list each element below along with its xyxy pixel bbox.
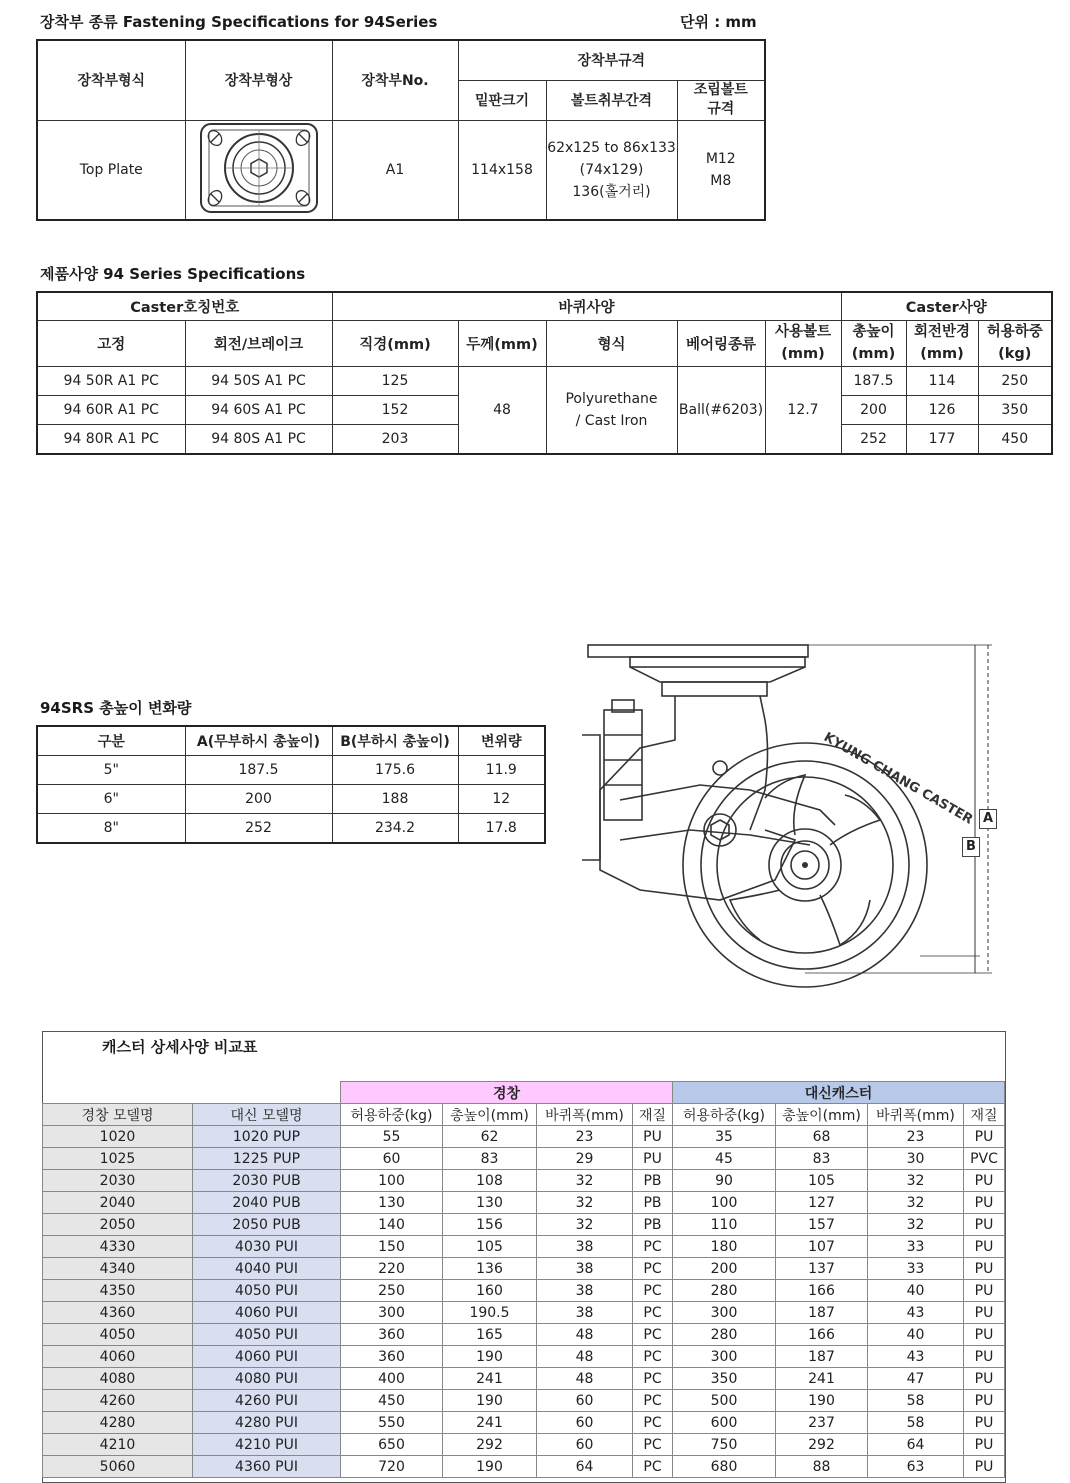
- cell: 4210: [43, 1434, 193, 1456]
- section1-title: 장착부 종류 Fastening Specifications for 94Series: [40, 13, 438, 31]
- cell: 38: [537, 1280, 633, 1302]
- cell-height: 187.5: [841, 366, 906, 395]
- dim-label-b: B: [962, 837, 980, 857]
- cell: 234.2: [332, 814, 458, 844]
- cell: 43: [868, 1302, 964, 1324]
- cell: 360: [341, 1324, 443, 1346]
- cell-bolt: 12.7: [765, 366, 841, 454]
- cell: 241: [443, 1368, 537, 1390]
- cell: 4210 PUI: [193, 1434, 341, 1456]
- cell: 280: [673, 1280, 776, 1302]
- group-ds: 대신캐스터: [673, 1082, 1005, 1104]
- cell: 400: [341, 1368, 443, 1390]
- cell: 500: [673, 1390, 776, 1412]
- cell: 187.5: [185, 756, 332, 785]
- cell: 48: [537, 1368, 633, 1390]
- cell: 360: [341, 1346, 443, 1368]
- dim-label-a: A: [979, 809, 997, 829]
- cell: 60: [537, 1412, 633, 1434]
- cell: 1025: [43, 1148, 193, 1170]
- cell: PU: [964, 1280, 1005, 1302]
- cell: 45: [673, 1148, 776, 1170]
- cell: PU: [964, 1236, 1005, 1258]
- table-row: [43, 1412, 1005, 1434]
- th-width: 두께(mm): [458, 320, 546, 366]
- th-ds-width: 바퀴폭(mm): [868, 1104, 964, 1126]
- cell: 220: [341, 1258, 443, 1280]
- cell-hole: [546, 120, 677, 220]
- th-type: 장착부형식: [37, 40, 185, 120]
- cell: 1225 PUP: [193, 1148, 341, 1170]
- cell: 292: [443, 1434, 537, 1456]
- bolt-line-2: M8: [710, 172, 732, 189]
- section4-title: 캐스터 상세사양 비교표: [102, 1038, 258, 1056]
- cell-fixed: 94 80R A1 PC: [37, 424, 185, 454]
- cell: 130: [341, 1192, 443, 1214]
- cell-bearing: Ball(#6203): [677, 366, 765, 454]
- cell: 300: [341, 1302, 443, 1324]
- th-wheel: 바퀴사양: [332, 292, 841, 320]
- cell: PU: [964, 1390, 1005, 1412]
- cell: 300: [673, 1302, 776, 1324]
- th-a: A(무부하시 총높이): [185, 726, 332, 756]
- cell-radius: 126: [906, 395, 978, 424]
- th-shape: 장착부형상: [185, 40, 332, 120]
- th-bolt-l1: 사용볼트: [775, 324, 832, 340]
- cell: 32: [537, 1214, 633, 1236]
- cell: 4030 PUI: [193, 1236, 341, 1258]
- cell: PB: [633, 1214, 673, 1236]
- th-b: B(부하시 총높이): [332, 726, 458, 756]
- cell: 180: [673, 1236, 776, 1258]
- th-load-l2: (kg): [998, 346, 1032, 362]
- cell-swivel: 94 50S A1 PC: [185, 366, 332, 395]
- th-kc-mat: 재질: [633, 1104, 673, 1126]
- cell-dia: 125: [332, 366, 458, 395]
- cell-shape: [185, 120, 332, 220]
- cell: 156: [443, 1214, 537, 1236]
- th-kind: 구분: [37, 726, 185, 756]
- cell: 650: [341, 1434, 443, 1456]
- cell: 600: [673, 1412, 776, 1434]
- cell: 1020 PUP: [193, 1126, 341, 1148]
- cell-swivel: 94 80S A1 PC: [185, 424, 332, 454]
- cell: 2050 PUB: [193, 1214, 341, 1236]
- cell: PC: [633, 1236, 673, 1258]
- cell: 105: [776, 1170, 868, 1192]
- comparison-body: [43, 1126, 1005, 1478]
- cell: 60: [537, 1390, 633, 1412]
- cell: 200: [185, 785, 332, 814]
- cell: 64: [537, 1456, 633, 1478]
- cell: 40: [868, 1280, 964, 1302]
- cell: 64: [868, 1434, 964, 1456]
- cell: PU: [964, 1434, 1005, 1456]
- table-row: [43, 1214, 1005, 1236]
- th-kc-height: 총높이(mm): [443, 1104, 537, 1126]
- cell-bolt: [677, 120, 765, 220]
- cell: 175.6: [332, 756, 458, 785]
- cell: 157: [776, 1214, 868, 1236]
- cell: 6": [37, 785, 185, 814]
- cell: 680: [673, 1456, 776, 1478]
- cell: 33: [868, 1236, 964, 1258]
- cell: PC: [633, 1434, 673, 1456]
- cell: PC: [633, 1456, 673, 1478]
- cell-width: 48: [458, 366, 546, 454]
- cell: 4050 PUI: [193, 1280, 341, 1302]
- cell: 165: [443, 1324, 537, 1346]
- th-load-l1: 허용하중: [986, 324, 1043, 340]
- table-row: [43, 1302, 1005, 1324]
- cell: 83: [443, 1148, 537, 1170]
- cell: 4350: [43, 1280, 193, 1302]
- th-swivel: 회전/브레이크: [185, 320, 332, 366]
- cell: 200: [673, 1258, 776, 1280]
- cell: 190: [443, 1456, 537, 1478]
- cell: PU: [964, 1170, 1005, 1192]
- cell: 166: [776, 1324, 868, 1346]
- th-load: [978, 320, 1052, 366]
- cell-fixed: 94 60R A1 PC: [37, 395, 185, 424]
- th-bolt: [765, 320, 841, 366]
- cell: 4330: [43, 1236, 193, 1258]
- cell: 4040 PUI: [193, 1258, 341, 1280]
- cell: 5": [37, 756, 185, 785]
- cell: 2040 PUB: [193, 1192, 341, 1214]
- table-row: [43, 1170, 1005, 1192]
- cell: 136: [443, 1258, 537, 1280]
- cell: 29: [537, 1148, 633, 1170]
- th-ds-load: 허용하중(kg): [673, 1104, 776, 1126]
- th-fixed: 고정: [37, 320, 185, 366]
- cell: 35: [673, 1126, 776, 1148]
- cell: 33: [868, 1258, 964, 1280]
- th-height-l2: (mm): [851, 346, 896, 362]
- th-ds-height: 총높이(mm): [776, 1104, 868, 1126]
- hole-line-3: 136(홀거리): [572, 183, 651, 200]
- cell: 55: [341, 1126, 443, 1148]
- cell: PC: [633, 1368, 673, 1390]
- table-row: [43, 1280, 1005, 1302]
- cell: 38: [537, 1236, 633, 1258]
- cell: PC: [633, 1412, 673, 1434]
- th-spec: 장착부규격: [458, 40, 765, 80]
- cell: PU: [964, 1258, 1005, 1280]
- cell: 150: [341, 1236, 443, 1258]
- cell: PB: [633, 1170, 673, 1192]
- cell: PC: [633, 1324, 673, 1346]
- cell: 32: [868, 1170, 964, 1192]
- table-row: [43, 1258, 1005, 1280]
- cell: 12: [458, 785, 545, 814]
- cell: 241: [776, 1368, 868, 1390]
- table-row: [43, 1346, 1005, 1368]
- th-delta: 변위량: [458, 726, 545, 756]
- th-caster: Caster사양: [841, 292, 1052, 320]
- cell: PC: [633, 1302, 673, 1324]
- cell: 38: [537, 1258, 633, 1280]
- cell: PC: [633, 1390, 673, 1412]
- cell: PC: [633, 1280, 673, 1302]
- cell: 130: [443, 1192, 537, 1214]
- cell-height: 252: [841, 424, 906, 454]
- th-caster-no: Caster호칭번호: [37, 292, 332, 320]
- cell-load: 450: [978, 424, 1052, 454]
- th-ds-model: 대신 모델명: [193, 1104, 341, 1126]
- th-hole: 볼트취부간격: [546, 80, 677, 120]
- cell: 8": [37, 814, 185, 844]
- cell: 190: [443, 1390, 537, 1412]
- section3-title: 94SRS 총높이 변화량: [40, 699, 192, 717]
- cell: 292: [776, 1434, 868, 1456]
- cell: PU: [633, 1126, 673, 1148]
- cell: 60: [341, 1148, 443, 1170]
- cell: 187: [776, 1346, 868, 1368]
- table-row: [43, 1390, 1005, 1412]
- cell: 4050 PUI: [193, 1324, 341, 1346]
- caster-diagram: [580, 640, 1010, 994]
- cell: PVC: [964, 1148, 1005, 1170]
- unit-label: 단위 : mm: [680, 13, 757, 31]
- cell: PB: [633, 1192, 673, 1214]
- cell: 4060 PUI: [193, 1302, 341, 1324]
- th-bolt-text: 조립볼트 규격: [693, 82, 748, 117]
- cell: 4360: [43, 1302, 193, 1324]
- cell: 190: [443, 1346, 537, 1368]
- table-row: [43, 1192, 1005, 1214]
- cell: PC: [633, 1258, 673, 1280]
- cell: 300: [673, 1346, 776, 1368]
- th-no: 장착부No.: [332, 40, 458, 120]
- section2-title: 제품사양 94 Series Specifications: [40, 265, 306, 283]
- blank-head: [43, 1082, 341, 1104]
- th-kc-width: 바퀴폭(mm): [537, 1104, 633, 1126]
- cell-wheel-type: [546, 366, 677, 454]
- cell: PU: [964, 1126, 1005, 1148]
- cell-radius: 114: [906, 366, 978, 395]
- cell: 280: [673, 1324, 776, 1346]
- cell: PU: [964, 1346, 1005, 1368]
- caster-drawing: [580, 640, 1010, 990]
- th-bolt-l2: (mm): [781, 346, 825, 362]
- cell: 137: [776, 1258, 868, 1280]
- table-row: [37, 756, 545, 785]
- cell: 720: [341, 1456, 443, 1478]
- wheel-type-l2: / Cast Iron: [575, 412, 648, 429]
- cell: 4280: [43, 1412, 193, 1434]
- cell: 88: [776, 1456, 868, 1478]
- cell: 47: [868, 1368, 964, 1390]
- cell-no: A1: [332, 120, 458, 220]
- cell: 48: [537, 1346, 633, 1368]
- cell: 58: [868, 1412, 964, 1434]
- cell: 1020: [43, 1126, 193, 1148]
- cell-dia: 152: [332, 395, 458, 424]
- table-row: [43, 1368, 1005, 1390]
- th-radius: [906, 320, 978, 366]
- cell: 4050: [43, 1324, 193, 1346]
- cell: 2050: [43, 1214, 193, 1236]
- hole-line-2: (74x129): [579, 161, 644, 178]
- hole-line-1: 62x125 to 86x133: [547, 139, 676, 156]
- cell: 32: [537, 1192, 633, 1214]
- cell: 190.5: [443, 1302, 537, 1324]
- cell: 450: [341, 1390, 443, 1412]
- cell: PU: [633, 1148, 673, 1170]
- cell: 58: [868, 1390, 964, 1412]
- cell: 4060: [43, 1346, 193, 1368]
- cell: 4280 PUI: [193, 1412, 341, 1434]
- th-kc-model: 경창 모델명: [43, 1104, 193, 1126]
- table-row: [43, 1126, 1005, 1148]
- cell: 32: [868, 1192, 964, 1214]
- cell: 11.9: [458, 756, 545, 785]
- cell: 187: [776, 1302, 868, 1324]
- th-height: [841, 320, 906, 366]
- cell: 90: [673, 1170, 776, 1192]
- top-plate-icon: [199, 122, 319, 214]
- cell-load: 250: [978, 366, 1052, 395]
- cell: 2040: [43, 1192, 193, 1214]
- cell: 4260: [43, 1390, 193, 1412]
- th-bearing: 베어링종류: [677, 320, 765, 366]
- cell-height: 200: [841, 395, 906, 424]
- cell: 43: [868, 1346, 964, 1368]
- cell: PU: [964, 1324, 1005, 1346]
- cell: 62: [443, 1126, 537, 1148]
- th-dia: 직경(mm): [332, 320, 458, 366]
- cell-load: 350: [978, 395, 1052, 424]
- th-bolt: [677, 80, 765, 120]
- cell: 40: [868, 1324, 964, 1346]
- cell: 48: [537, 1324, 633, 1346]
- cell-type: Top Plate: [37, 120, 185, 220]
- series-spec-table: [36, 291, 1053, 455]
- cell: 100: [673, 1192, 776, 1214]
- cell: PU: [964, 1368, 1005, 1390]
- cell: 241: [443, 1412, 537, 1434]
- cell: PU: [964, 1302, 1005, 1324]
- cell: 2030: [43, 1170, 193, 1192]
- table-row: [37, 814, 545, 844]
- cell: 38: [537, 1302, 633, 1324]
- cell: PU: [964, 1412, 1005, 1434]
- cell: 2030 PUB: [193, 1170, 341, 1192]
- cell-fixed: 94 50R A1 PC: [37, 366, 185, 395]
- cell: 550: [341, 1412, 443, 1434]
- cell: 4260 PUI: [193, 1390, 341, 1412]
- cell: PU: [964, 1456, 1005, 1478]
- table-row: [43, 1148, 1005, 1170]
- cell: 237: [776, 1412, 868, 1434]
- cell-plate: 114x158: [458, 120, 546, 220]
- th-plate: 밑판크기: [458, 80, 546, 120]
- cell: 107: [776, 1236, 868, 1258]
- cell: 140: [341, 1214, 443, 1236]
- cell: 32: [868, 1214, 964, 1236]
- cell: 100: [341, 1170, 443, 1192]
- th-radius-l2: (mm): [920, 346, 964, 362]
- cell: 350: [673, 1368, 776, 1390]
- cell: 83: [776, 1148, 868, 1170]
- cell: PU: [964, 1214, 1005, 1236]
- table-row: [37, 366, 1052, 395]
- cell: 4340: [43, 1258, 193, 1280]
- cell: PC: [633, 1346, 673, 1368]
- cell: 166: [776, 1280, 868, 1302]
- cell: 110: [673, 1214, 776, 1236]
- brand-label: KYUNG CHANG CASTER: [821, 729, 976, 828]
- height-change-table: [36, 725, 546, 844]
- cell: 60: [537, 1434, 633, 1456]
- th-height-l1: 총높이: [852, 324, 895, 340]
- cell: 4060 PUI: [193, 1346, 341, 1368]
- cell-radius: 177: [906, 424, 978, 454]
- table-row: [43, 1434, 1005, 1456]
- cell: 68: [776, 1126, 868, 1148]
- fastening-spec-table: [36, 39, 766, 221]
- group-kc: 경창: [341, 1082, 673, 1104]
- th-ds-mat: 재질: [964, 1104, 1005, 1126]
- cell: 23: [868, 1126, 964, 1148]
- th-radius-l1: 회전반경: [914, 324, 971, 340]
- cell: 4360 PUI: [193, 1456, 341, 1478]
- cell: 63: [868, 1456, 964, 1478]
- cell: 4080 PUI: [193, 1368, 341, 1390]
- cell-swivel: 94 60S A1 PC: [185, 395, 332, 424]
- cell: 23: [537, 1126, 633, 1148]
- cell: 4080: [43, 1368, 193, 1390]
- cell: 17.8: [458, 814, 545, 844]
- table-row: [43, 1236, 1005, 1258]
- cell: 5060: [43, 1456, 193, 1478]
- th-wheel-type: 형식: [546, 320, 677, 366]
- wheel-type-l1: Polyurethane: [565, 390, 658, 407]
- cell: 32: [537, 1170, 633, 1192]
- cell: 108: [443, 1170, 537, 1192]
- comparison-table: [42, 1081, 1005, 1478]
- bolt-line-1: M12: [705, 150, 736, 167]
- cell: PU: [964, 1192, 1005, 1214]
- cell: 30: [868, 1148, 964, 1170]
- cell: 750: [673, 1434, 776, 1456]
- table-row: [43, 1324, 1005, 1346]
- cell: 188: [332, 785, 458, 814]
- th-kc-load: 허용하중(kg): [341, 1104, 443, 1126]
- cell: 160: [443, 1280, 537, 1302]
- cell: 252: [185, 814, 332, 844]
- cell-dia: 203: [332, 424, 458, 454]
- cell: 190: [776, 1390, 868, 1412]
- table-row: [43, 1456, 1005, 1478]
- cell: 127: [776, 1192, 868, 1214]
- cell: 250: [341, 1280, 443, 1302]
- table-row: [37, 785, 545, 814]
- cell: 105: [443, 1236, 537, 1258]
